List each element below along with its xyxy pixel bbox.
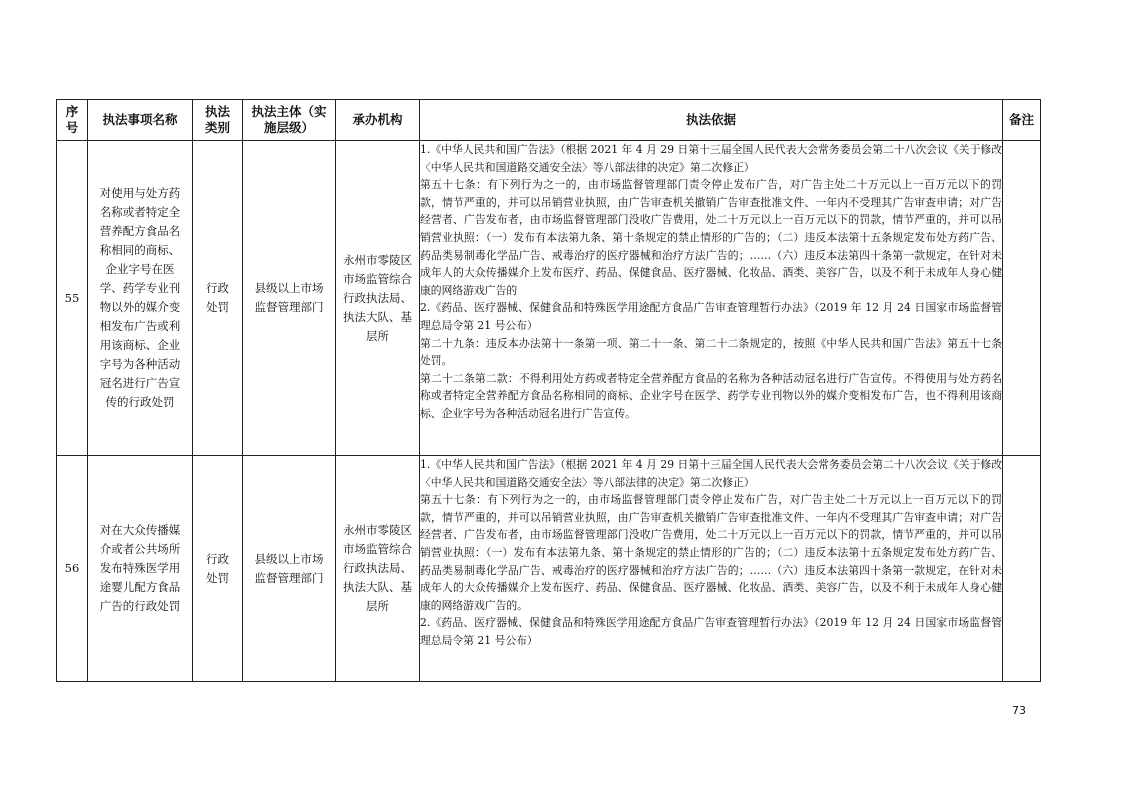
header-row [57, 100, 1041, 141]
page-number: 73 [1012, 704, 1026, 717]
basis-paragraph: 第五十七条：有下列行为之一的，由市场监督管理部门责令停止发布广告，对广告主处二十万元以上一百万元以下的罚款，情节严重的，并可以吊销营业执照，由广告审查机关撤销广告审查批准文件、一年内不受理其广告审查申请；对广告经营者、广告发布者，由市场监督管理部门没收广告费用，处二十万元以上一百万元以下的罚款，情节严重的，并可以吊销营业执照：（一）发布有本法第九条、第十条规定的禁止情形的广告的；（二）违反本法第十五条规定发布处方药广告、药品类易制毒化学品广告、戒毒治疗的医疗器械和治疗方法广告的；……（六）违反本法第四十条第一款规定，在针对未成年人的大众传播媒介上发布医疗、药品、保健食品、医疗器械、化妆品、酒类、美容广告，以及不利于未成年人身心健康的网络游戏广告的。 [420, 493, 1002, 612]
header-seq: 序号 [57, 100, 88, 141]
basis-paragraph: 1.《中华人民共和国广告法》（根据 2021 年 4 月 29 日第十三届全国人民代表大会常务委员会第二十八次会议《关于修改〈中华人民共和国道路交通安全法〉等八部法律的决定》第二次修正） [420, 143, 1002, 174]
row-agency: 永州市零陵区市场监管综合行政执法局、执法大队、基层所 [336, 141, 420, 456]
header-remarks: 备注 [1003, 100, 1041, 141]
header-category: 执法类别 [193, 100, 243, 141]
row-remarks [1003, 456, 1041, 682]
enforcement-table [56, 99, 1041, 682]
row-basis [420, 141, 1003, 456]
row-item-name: 对使用与处方药名称或者特定全营养配方食品名称相同的商标、企业字号在医学、药学专业刊物以外的媒介变相发布广告或利用该商标、企业字号为各种活动冠名进行广告宣传的行政处罚 [88, 141, 193, 456]
header-basis: 执法依据 [420, 100, 1003, 141]
basis-paragraph: 2.《药品、医疗器械、保健食品和特殊医学用途配方食品广告审查管理暂行办法》（2019 年 12 月 24 日国家市场监督管理总局令第 21 号公布） [420, 616, 1002, 647]
row-seq: 55 [57, 141, 88, 456]
basis-paragraph: 第二十二条第二款：不得利用处方药或者特定全营养配方食品的名称为各种活动冠名进行广告宣传。不得使用与处方药名称或者特定全营养配方食品名称相同的商标、企业字号在医学、药学专业刊物以外的媒介变相发布广告，也不得利用该商标、企业字号为各种活动冠名进行广告宣传。 [420, 371, 1002, 420]
basis-paragraph: 2.《药品、医疗器械、保健食品和特殊医学用途配方食品广告审查管理暂行办法》（2019 年 12 月 24 日国家市场监督管理总局令第 21 号公布） [420, 301, 1002, 332]
header-item-name: 执法事项名称 [88, 100, 193, 141]
row-category: 行政处罚 [193, 141, 243, 456]
basis-paragraph: 1.《中华人民共和国广告法》（根据 2021 年 4 月 29 日第十三届全国人民代表大会常务委员会第二十八次会议《关于修改〈中华人民共和国道路交通安全法〉等八部法律的决定》第二次修正） [420, 458, 1002, 489]
row-subject: 县级以上市场监督管理部门 [243, 141, 336, 456]
header-subject: 执法主体（实施层级） [243, 100, 336, 141]
row-basis [420, 456, 1003, 682]
row-category: 行政处罚 [193, 456, 243, 682]
basis-paragraph: 第二十九条：违反本办法第十一条第一项、第二十一条、第二十二条规定的，按照《中华人民共和国广告法》第五十七条处罚。 [420, 336, 1002, 368]
basis-paragraph: 第五十七条：有下列行为之一的，由市场监督管理部门责令停止发布广告，对广告主处二十万元以上一百万元以下的罚款，情节严重的，并可以吊销营业执照，由广告审查机关撤销广告审查批准文件、一年内不受理其广告审查申请；对广告经营者、广告发布者，由市场监督管理部门没收广告费用，处二十万元以上一百万元以下的罚款，情节严重的，并可以吊销营业执照：（一）发布有本法第九条、第十条规定的禁止情形的广告的；（二）违反本法第十五条规定发布处方药广告、药品类易制毒化学品广告、戒毒治疗的医疗器械和治疗方法广告的；……（六）违反本法第四十条第一款规定，在针对未成年人的大众传播媒介上发布医疗、药品、保健食品、医疗器械、化妆品、酒类、美容广告，以及不利于未成年人身心健康的网络游戏广告的 [420, 178, 1002, 297]
table-row [57, 456, 1041, 682]
row-agency: 永州市零陵区市场监管综合行政执法局、执法大队、基层所 [336, 456, 420, 682]
header-agency: 承办机构 [336, 100, 420, 141]
row-seq: 56 [57, 456, 88, 682]
table-row [57, 141, 1041, 456]
row-remarks [1003, 141, 1041, 456]
row-item-name: 对在大众传播媒介或者公共场所发布特殊医学用途婴儿配方食品广告的行政处罚 [88, 456, 193, 682]
row-subject: 县级以上市场监督管理部门 [243, 456, 336, 682]
